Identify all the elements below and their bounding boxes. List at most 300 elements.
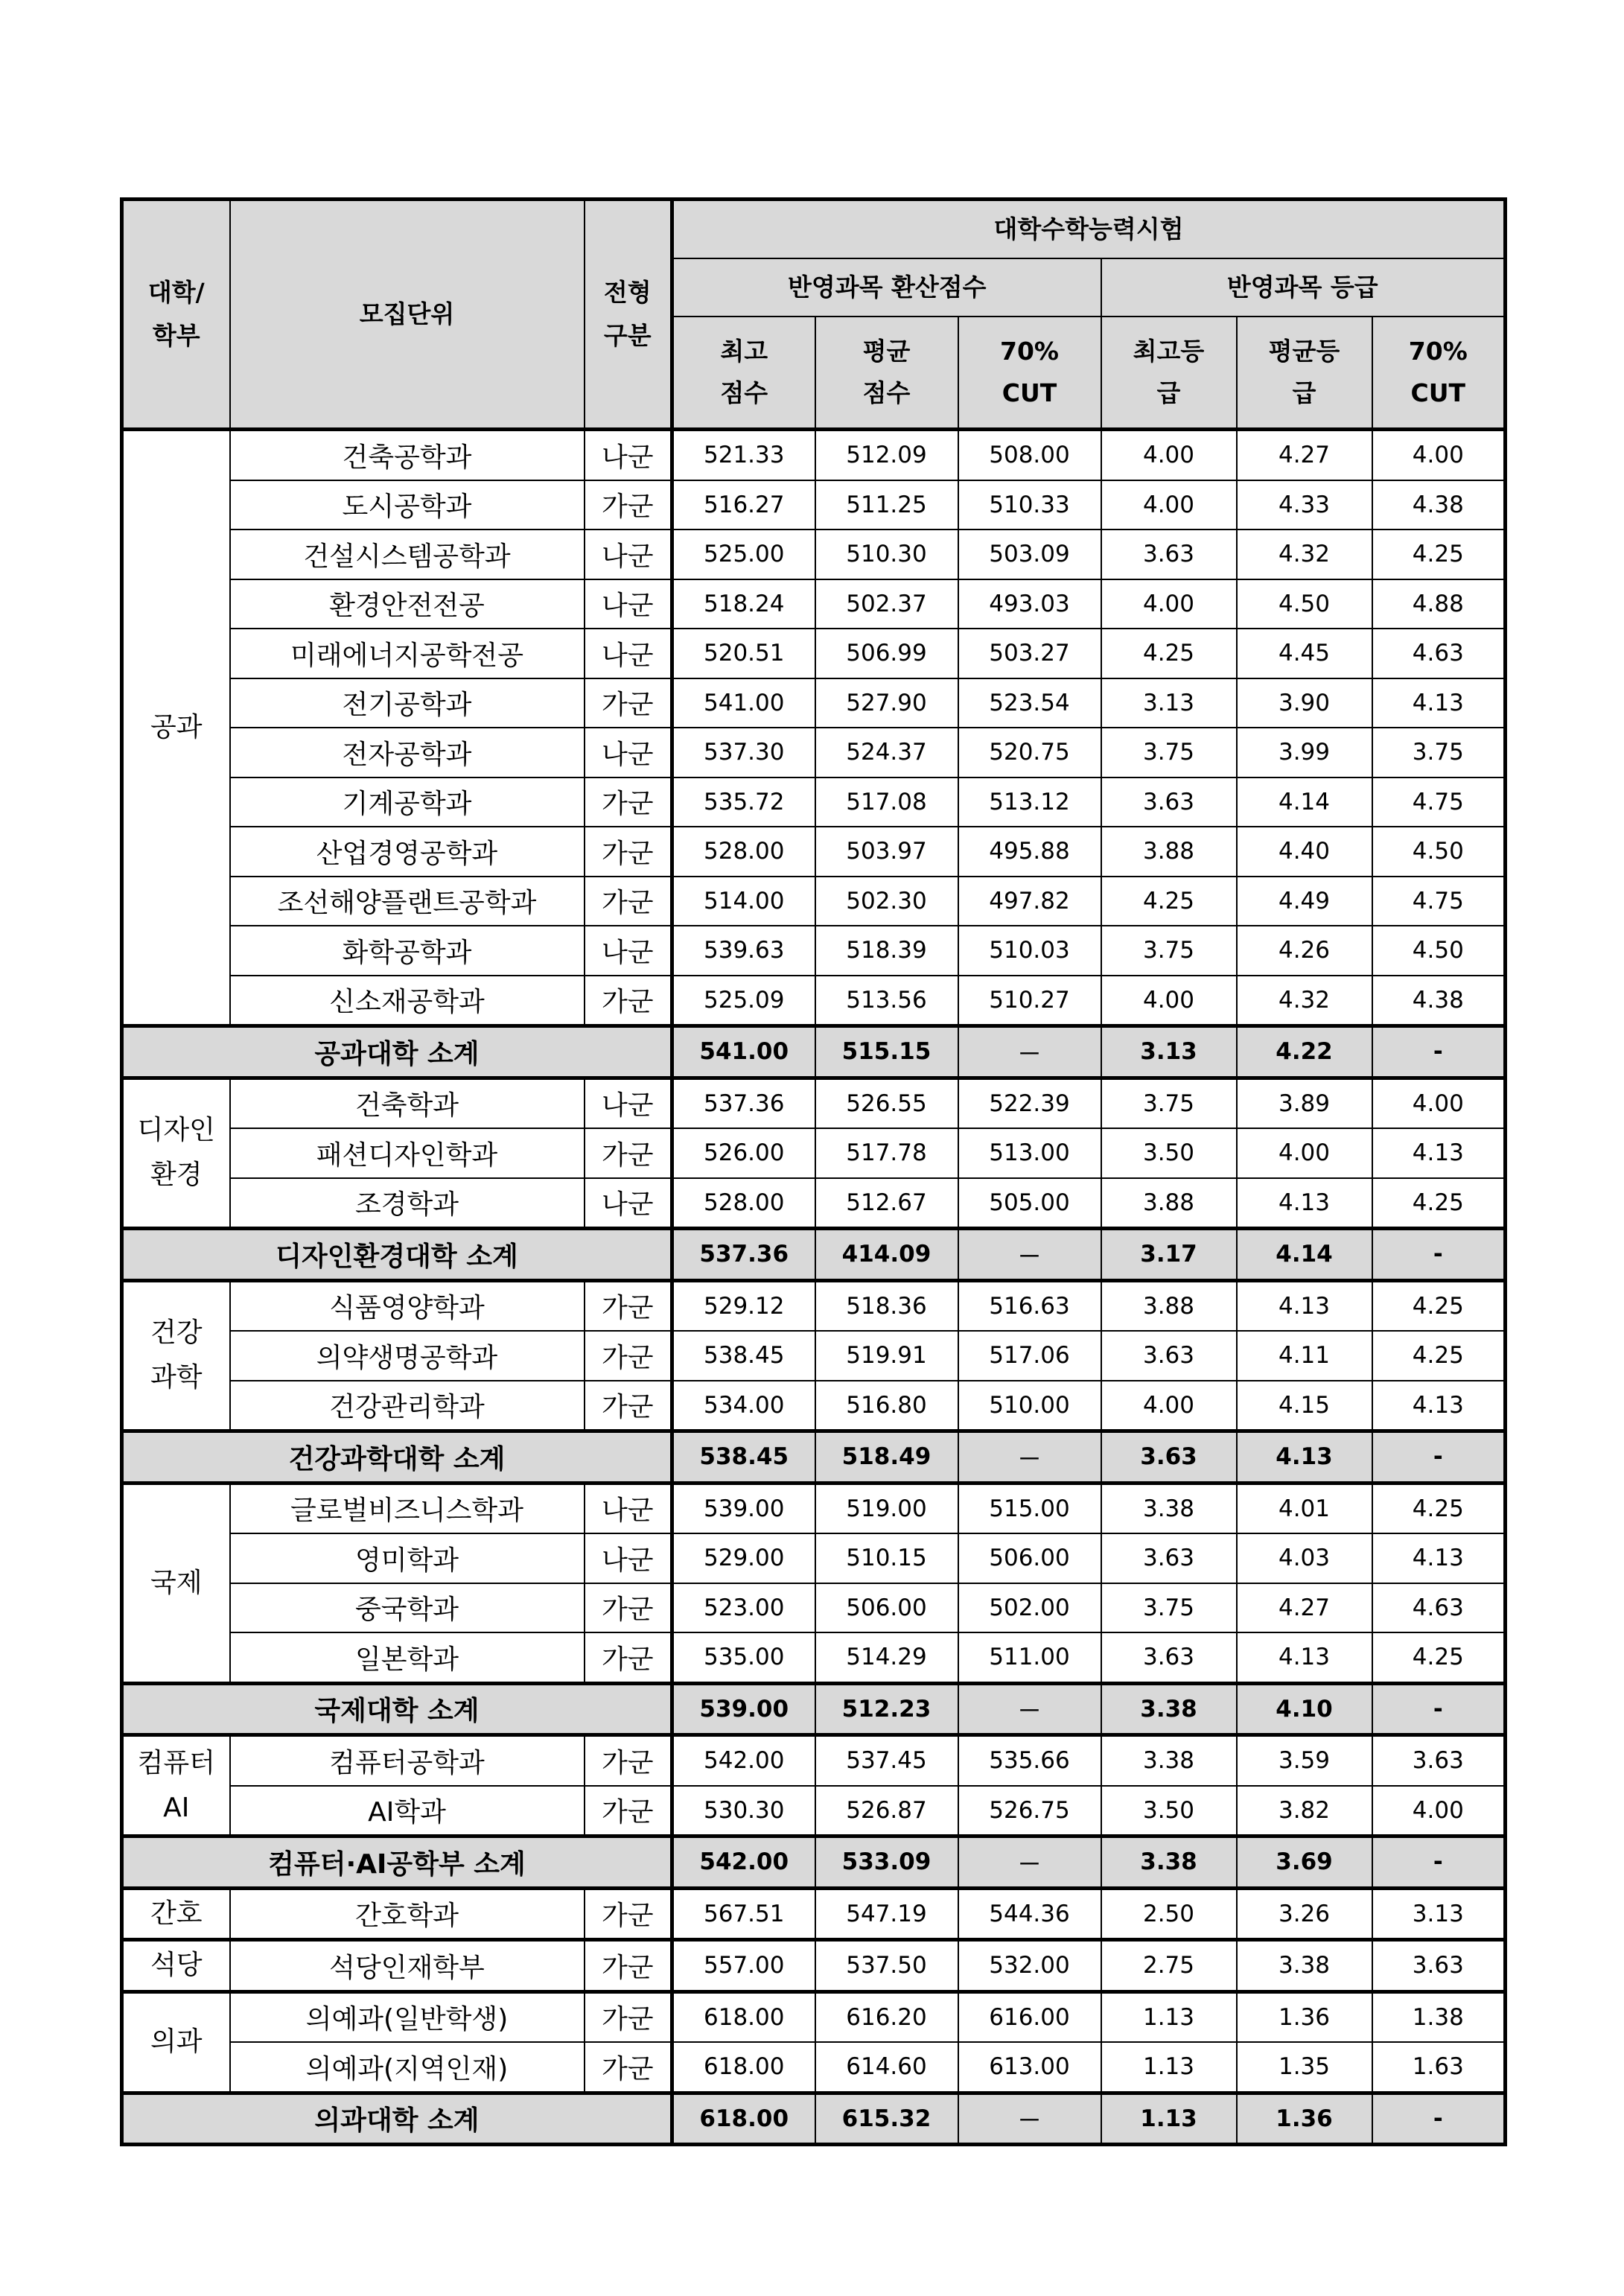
subtotal-value: 3.69 <box>1237 1837 1372 1889</box>
value-cell: 4.40 <box>1237 827 1372 877</box>
value-cell: 4.00 <box>1372 1786 1506 1837</box>
table-row <box>122 1632 1506 1683</box>
value-cell: 542.00 <box>672 1735 815 1786</box>
value-cell: 506.99 <box>815 629 958 678</box>
type-cell: 나군 <box>585 430 672 480</box>
value-cell: 4.13 <box>1237 1280 1372 1331</box>
value-cell: 1.38 <box>1372 1991 1506 2042</box>
subtotal-label: 의과대학 소계 <box>122 2093 672 2145</box>
value-cell: 3.82 <box>1237 1786 1372 1837</box>
unit-cell: 미래에너지공학전공 <box>230 629 585 678</box>
table-row <box>122 1735 1506 1786</box>
value-cell: 4.00 <box>1372 1078 1506 1128</box>
subtotal-value: 4.14 <box>1237 1229 1372 1281</box>
college-cell: 의과 <box>122 1991 230 2093</box>
subtotal-value: - <box>1372 2093 1506 2145</box>
unit-cell: 식품영양학과 <box>230 1280 585 1331</box>
value-cell: 4.27 <box>1237 1583 1372 1633</box>
subtotal-row <box>122 1229 1506 1281</box>
college-cell: 건강 과학 <box>122 1280 230 1431</box>
value-cell: 535.66 <box>958 1735 1101 1786</box>
table-row <box>122 777 1506 827</box>
header-col-max-grade: 최고등 급 <box>1101 317 1237 430</box>
value-cell: 3.59 <box>1237 1735 1372 1786</box>
table-row <box>122 480 1506 530</box>
value-cell: 1.13 <box>1101 1991 1237 2042</box>
table-row <box>122 827 1506 877</box>
value-cell: 4.25 <box>1372 1483 1506 1533</box>
value-cell: 510.27 <box>958 976 1101 1026</box>
value-cell: 4.13 <box>1372 1381 1506 1431</box>
type-cell: 나군 <box>585 1178 672 1229</box>
value-cell: 3.99 <box>1237 728 1372 777</box>
subtotal-value: － <box>958 1229 1101 1281</box>
header-grade-group: 반영과목 등급 <box>1101 258 1506 317</box>
value-cell: 529.00 <box>672 1533 815 1583</box>
subtotal-row <box>122 1683 1506 1735</box>
value-cell: 513.12 <box>958 777 1101 827</box>
table-row <box>122 1381 1506 1431</box>
value-cell: 519.00 <box>815 1483 958 1533</box>
value-cell: 523.00 <box>672 1583 815 1633</box>
type-cell: 가군 <box>585 480 672 530</box>
type-cell: 가군 <box>585 1583 672 1633</box>
type-cell: 가군 <box>585 1331 672 1381</box>
college-cell: 디자인 환경 <box>122 1078 230 1229</box>
type-cell: 가군 <box>585 877 672 926</box>
value-cell: 503.09 <box>958 530 1101 579</box>
value-cell: 502.30 <box>815 877 958 926</box>
value-cell: 537.30 <box>672 728 815 777</box>
college-cell: 컴퓨터 AI <box>122 1735 230 1837</box>
value-cell: 4.00 <box>1101 430 1237 480</box>
unit-cell: 의예과(지역인재) <box>230 2042 585 2093</box>
unit-cell: 조선해양플랜트공학과 <box>230 877 585 926</box>
subtotal-value: 3.63 <box>1101 1431 1237 1484</box>
value-cell: 4.75 <box>1372 777 1506 827</box>
unit-cell: AI학과 <box>230 1786 585 1837</box>
value-cell: 525.00 <box>672 530 815 579</box>
value-cell: 518.24 <box>672 579 815 629</box>
type-cell: 나군 <box>585 530 672 579</box>
subtotal-label: 국제대학 소계 <box>122 1683 672 1735</box>
type-cell: 가군 <box>585 2042 672 2093</box>
value-cell: 510.00 <box>958 1381 1101 1431</box>
value-cell: 514.29 <box>815 1632 958 1683</box>
value-cell: 3.88 <box>1101 1280 1237 1331</box>
value-cell: 3.63 <box>1101 777 1237 827</box>
value-cell: 524.37 <box>815 728 958 777</box>
value-cell: 521.33 <box>672 430 815 480</box>
value-cell: 2.75 <box>1101 1940 1237 1992</box>
value-cell: 4.38 <box>1372 480 1506 530</box>
header-score-group: 반영과목 환산점수 <box>672 258 1101 317</box>
value-cell: 537.36 <box>672 1078 815 1128</box>
value-cell: 517.78 <box>815 1128 958 1178</box>
value-cell: 539.00 <box>672 1483 815 1533</box>
value-cell: 511.25 <box>815 480 958 530</box>
value-cell: 4.25 <box>1372 1178 1506 1229</box>
value-cell: 4.00 <box>1101 480 1237 530</box>
value-cell: 510.30 <box>815 530 958 579</box>
table-row <box>122 1583 1506 1633</box>
unit-cell: 중국학과 <box>230 1583 585 1633</box>
value-cell: 4.13 <box>1237 1632 1372 1683</box>
header-type: 전형 구분 <box>585 200 672 430</box>
table-row <box>122 1483 1506 1533</box>
value-cell: 4.13 <box>1372 678 1506 728</box>
subtotal-row <box>122 1837 1506 1889</box>
value-cell: 3.50 <box>1101 1128 1237 1178</box>
value-cell: 495.88 <box>958 827 1101 877</box>
value-cell: 3.75 <box>1101 926 1237 976</box>
subtotal-value: － <box>958 1026 1101 1078</box>
admission-results-table <box>120 197 1507 2146</box>
value-cell: 4.25 <box>1372 1632 1506 1683</box>
value-cell: 534.00 <box>672 1381 815 1431</box>
unit-cell: 석당인재학부 <box>230 1940 585 1992</box>
college-cell: 간호 <box>122 1888 230 1940</box>
value-cell: 3.88 <box>1101 827 1237 877</box>
header-col-cut-grade: 70% CUT <box>1372 317 1506 430</box>
type-cell: 나군 <box>585 1483 672 1533</box>
value-cell: 497.82 <box>958 877 1101 926</box>
value-cell: 4.50 <box>1372 926 1506 976</box>
value-cell: 4.13 <box>1372 1128 1506 1178</box>
unit-cell: 기계공학과 <box>230 777 585 827</box>
unit-cell: 건설시스템공학과 <box>230 530 585 579</box>
value-cell: 535.00 <box>672 1632 815 1683</box>
unit-cell: 건강관리학과 <box>230 1381 585 1431</box>
value-cell: 544.36 <box>958 1888 1101 1940</box>
subtotal-value: - <box>1372 1431 1506 1484</box>
value-cell: 4.14 <box>1237 777 1372 827</box>
unit-cell: 영미학과 <box>230 1533 585 1583</box>
value-cell: 4.15 <box>1237 1381 1372 1431</box>
subtotal-value: - <box>1372 1837 1506 1889</box>
value-cell: 516.80 <box>815 1381 958 1431</box>
subtotal-label: 건강과학대학 소계 <box>122 1431 672 1484</box>
type-cell: 나군 <box>585 629 672 678</box>
value-cell: 3.38 <box>1237 1940 1372 1992</box>
table-row <box>122 1178 1506 1229</box>
value-cell: 537.45 <box>815 1735 958 1786</box>
unit-cell: 전자공학과 <box>230 728 585 777</box>
table-row <box>122 1940 1506 1992</box>
subtotal-value: － <box>958 2093 1101 2145</box>
value-cell: 513.56 <box>815 976 958 1026</box>
value-cell: 516.63 <box>958 1280 1101 1331</box>
value-cell: 547.19 <box>815 1888 958 1940</box>
subtotal-value: 538.45 <box>672 1431 815 1484</box>
value-cell: 4.33 <box>1237 480 1372 530</box>
value-cell: 512.67 <box>815 1178 958 1229</box>
value-cell: 613.00 <box>958 2042 1101 2093</box>
subtotal-value: 3.38 <box>1101 1683 1237 1735</box>
value-cell: 4.01 <box>1237 1483 1372 1533</box>
value-cell: 503.97 <box>815 827 958 877</box>
type-cell: 가군 <box>585 976 672 1026</box>
unit-cell: 도시공학과 <box>230 480 585 530</box>
subtotal-value: 542.00 <box>672 1837 815 1889</box>
value-cell: 528.00 <box>672 827 815 877</box>
unit-cell: 컴퓨터공학과 <box>230 1735 585 1786</box>
value-cell: 1.36 <box>1237 1991 1372 2042</box>
unit-cell: 글로벌비즈니스학과 <box>230 1483 585 1533</box>
value-cell: 538.45 <box>672 1331 815 1381</box>
type-cell: 나군 <box>585 926 672 976</box>
college-cell: 국제 <box>122 1483 230 1683</box>
type-cell: 가군 <box>585 1381 672 1431</box>
unit-cell: 조경학과 <box>230 1178 585 1229</box>
subtotal-value: 3.38 <box>1101 1837 1237 1889</box>
subtotal-value: 4.13 <box>1237 1431 1372 1484</box>
subtotal-value: 1.36 <box>1237 2093 1372 2145</box>
type-cell: 가군 <box>585 1786 672 1837</box>
table-row <box>122 926 1506 976</box>
value-cell: 4.25 <box>1101 877 1237 926</box>
value-cell: 4.13 <box>1237 1178 1372 1229</box>
value-cell: 526.75 <box>958 1786 1101 1837</box>
table-row <box>122 1888 1506 1940</box>
value-cell: 3.75 <box>1101 1583 1237 1633</box>
type-cell: 가군 <box>585 1280 672 1331</box>
value-cell: 4.50 <box>1372 827 1506 877</box>
value-cell: 526.55 <box>815 1078 958 1128</box>
value-cell: 520.75 <box>958 728 1101 777</box>
unit-cell: 신소재공학과 <box>230 976 585 1026</box>
value-cell: 616.00 <box>958 1991 1101 2042</box>
value-cell: 4.25 <box>1101 629 1237 678</box>
table-row <box>122 1533 1506 1583</box>
value-cell: 541.00 <box>672 678 815 728</box>
unit-cell: 패션디자인학과 <box>230 1128 585 1178</box>
value-cell: 517.06 <box>958 1331 1101 1381</box>
value-cell: 537.50 <box>815 1940 958 1992</box>
unit-cell: 화학공학과 <box>230 926 585 976</box>
value-cell: 535.72 <box>672 777 815 827</box>
value-cell: 530.30 <box>672 1786 815 1837</box>
type-cell: 나군 <box>585 1533 672 1583</box>
subtotal-row <box>122 1431 1506 1484</box>
subtotal-label: 공과대학 소계 <box>122 1026 672 1078</box>
value-cell: 511.00 <box>958 1632 1101 1683</box>
subtotal-value: 539.00 <box>672 1683 815 1735</box>
subtotal-value: － <box>958 1431 1101 1484</box>
value-cell: 539.63 <box>672 926 815 976</box>
table-row <box>122 1128 1506 1178</box>
value-cell: 526.87 <box>815 1786 958 1837</box>
table-row <box>122 728 1506 777</box>
value-cell: 1.13 <box>1101 2042 1237 2093</box>
subtotal-value: 618.00 <box>672 2093 815 2145</box>
subtotal-value: - <box>1372 1683 1506 1735</box>
subtotal-value: 541.00 <box>672 1026 815 1078</box>
table-body <box>122 430 1506 2145</box>
table-row <box>122 1786 1506 1837</box>
header-col-avg-score: 평균 점수 <box>815 317 958 430</box>
subtotal-label: 디자인환경대학 소계 <box>122 1229 672 1281</box>
type-cell: 가군 <box>585 827 672 877</box>
value-cell: 3.38 <box>1101 1735 1237 1786</box>
value-cell: 3.50 <box>1101 1786 1237 1837</box>
unit-cell: 의약생명공학과 <box>230 1331 585 1381</box>
unit-cell: 전기공학과 <box>230 678 585 728</box>
subtotal-value: 533.09 <box>815 1837 958 1889</box>
value-cell: 3.63 <box>1101 1533 1237 1583</box>
value-cell: 513.00 <box>958 1128 1101 1178</box>
type-cell: 나군 <box>585 728 672 777</box>
type-cell: 나군 <box>585 1078 672 1128</box>
table-row <box>122 976 1506 1026</box>
unit-cell: 산업경영공학과 <box>230 827 585 877</box>
value-cell: 4.11 <box>1237 1331 1372 1381</box>
value-cell: 529.12 <box>672 1280 815 1331</box>
table-row <box>122 579 1506 629</box>
table-header <box>122 200 1506 430</box>
type-cell: 가군 <box>585 1940 672 1992</box>
value-cell: 3.26 <box>1237 1888 1372 1940</box>
value-cell: 526.00 <box>672 1128 815 1178</box>
unit-cell: 간호학과 <box>230 1888 585 1940</box>
value-cell: 516.27 <box>672 480 815 530</box>
value-cell: 1.63 <box>1372 2042 1506 2093</box>
table-row <box>122 530 1506 579</box>
value-cell: 2.50 <box>1101 1888 1237 1940</box>
subtotal-row <box>122 1026 1506 1078</box>
subtotal-value: 3.13 <box>1101 1026 1237 1078</box>
value-cell: 510.15 <box>815 1533 958 1583</box>
header-exam: 대학수학능력시험 <box>672 200 1506 259</box>
subtotal-value: 3.17 <box>1101 1229 1237 1281</box>
unit-cell: 의예과(일반학생) <box>230 1991 585 2042</box>
value-cell: 557.00 <box>672 1940 815 1992</box>
value-cell: 4.50 <box>1237 579 1372 629</box>
value-cell: 4.38 <box>1372 976 1506 1026</box>
table-row <box>122 430 1506 480</box>
value-cell: 525.09 <box>672 976 815 1026</box>
value-cell: 506.00 <box>815 1583 958 1633</box>
subtotal-value: 537.36 <box>672 1229 815 1281</box>
value-cell: 1.35 <box>1237 2042 1372 2093</box>
value-cell: 502.00 <box>958 1583 1101 1633</box>
table-row <box>122 1078 1506 1128</box>
value-cell: 515.00 <box>958 1483 1101 1533</box>
header-col-cut-score: 70% CUT <box>958 317 1101 430</box>
type-cell: 가군 <box>585 1888 672 1940</box>
value-cell: 614.60 <box>815 2042 958 2093</box>
subtotal-value: 4.22 <box>1237 1026 1372 1078</box>
unit-cell: 건축공학과 <box>230 430 585 480</box>
table-row <box>122 1991 1506 2042</box>
value-cell: 618.00 <box>672 1991 815 2042</box>
value-cell: 4.27 <box>1237 430 1372 480</box>
value-cell: 518.36 <box>815 1280 958 1331</box>
value-cell: 532.00 <box>958 1940 1101 1992</box>
value-cell: 510.33 <box>958 480 1101 530</box>
table-row <box>122 2042 1506 2093</box>
type-cell: 가군 <box>585 1991 672 2042</box>
subtotal-value: 518.49 <box>815 1431 958 1484</box>
subtotal-value: - <box>1372 1229 1506 1281</box>
subtotal-value: 512.23 <box>815 1683 958 1735</box>
value-cell: 505.00 <box>958 1178 1101 1229</box>
type-cell: 가군 <box>585 1632 672 1683</box>
value-cell: 4.25 <box>1372 1331 1506 1381</box>
value-cell: 512.09 <box>815 430 958 480</box>
header-col-avg-grade: 평균등 급 <box>1237 317 1372 430</box>
value-cell: 3.63 <box>1101 530 1237 579</box>
value-cell: 4.63 <box>1372 1583 1506 1633</box>
unit-cell: 일본학과 <box>230 1632 585 1683</box>
value-cell: 518.39 <box>815 926 958 976</box>
type-cell: 나군 <box>585 579 672 629</box>
value-cell: 3.63 <box>1101 1632 1237 1683</box>
type-cell: 가군 <box>585 678 672 728</box>
value-cell: 506.00 <box>958 1533 1101 1583</box>
value-cell: 503.27 <box>958 629 1101 678</box>
value-cell: 520.51 <box>672 629 815 678</box>
value-cell: 4.32 <box>1237 530 1372 579</box>
subtotal-value: 515.15 <box>815 1026 958 1078</box>
unit-cell: 건축학과 <box>230 1078 585 1128</box>
value-cell: 517.08 <box>815 777 958 827</box>
table-row <box>122 1331 1506 1381</box>
table-row <box>122 629 1506 678</box>
table-row <box>122 678 1506 728</box>
value-cell: 4.00 <box>1101 976 1237 1026</box>
header-unit: 모집단위 <box>230 200 585 430</box>
subtotal-value: 4.10 <box>1237 1683 1372 1735</box>
subtotal-row <box>122 2093 1506 2145</box>
subtotal-value: - <box>1372 1026 1506 1078</box>
value-cell: 3.63 <box>1372 1735 1506 1786</box>
value-cell: 4.00 <box>1372 430 1506 480</box>
value-cell: 567.51 <box>672 1888 815 1940</box>
value-cell: 3.63 <box>1372 1940 1506 1992</box>
value-cell: 4.88 <box>1372 579 1506 629</box>
college-cell: 석당 <box>122 1940 230 1992</box>
value-cell: 4.00 <box>1101 1381 1237 1431</box>
value-cell: 3.90 <box>1237 678 1372 728</box>
value-cell: 4.32 <box>1237 976 1372 1026</box>
value-cell: 4.63 <box>1372 629 1506 678</box>
type-cell: 가군 <box>585 777 672 827</box>
subtotal-value: 1.13 <box>1101 2093 1237 2145</box>
subtotal-value: 414.09 <box>815 1229 958 1281</box>
value-cell: 510.03 <box>958 926 1101 976</box>
value-cell: 3.75 <box>1101 1078 1237 1128</box>
header-college: 대학/ 학부 <box>122 200 230 430</box>
subtotal-value: 615.32 <box>815 2093 958 2145</box>
table-row <box>122 1280 1506 1331</box>
value-cell: 3.13 <box>1372 1888 1506 1940</box>
value-cell: 4.25 <box>1372 1280 1506 1331</box>
value-cell: 3.75 <box>1372 728 1506 777</box>
value-cell: 4.00 <box>1101 579 1237 629</box>
value-cell: 4.26 <box>1237 926 1372 976</box>
value-cell: 3.89 <box>1237 1078 1372 1128</box>
header-col-max-score: 최고 점수 <box>672 317 815 430</box>
value-cell: 616.20 <box>815 1991 958 2042</box>
value-cell: 3.63 <box>1101 1331 1237 1381</box>
value-cell: 4.75 <box>1372 877 1506 926</box>
type-cell: 가군 <box>585 1735 672 1786</box>
subtotal-value: － <box>958 1683 1101 1735</box>
value-cell: 4.03 <box>1237 1533 1372 1583</box>
value-cell: 4.49 <box>1237 877 1372 926</box>
value-cell: 493.03 <box>958 579 1101 629</box>
